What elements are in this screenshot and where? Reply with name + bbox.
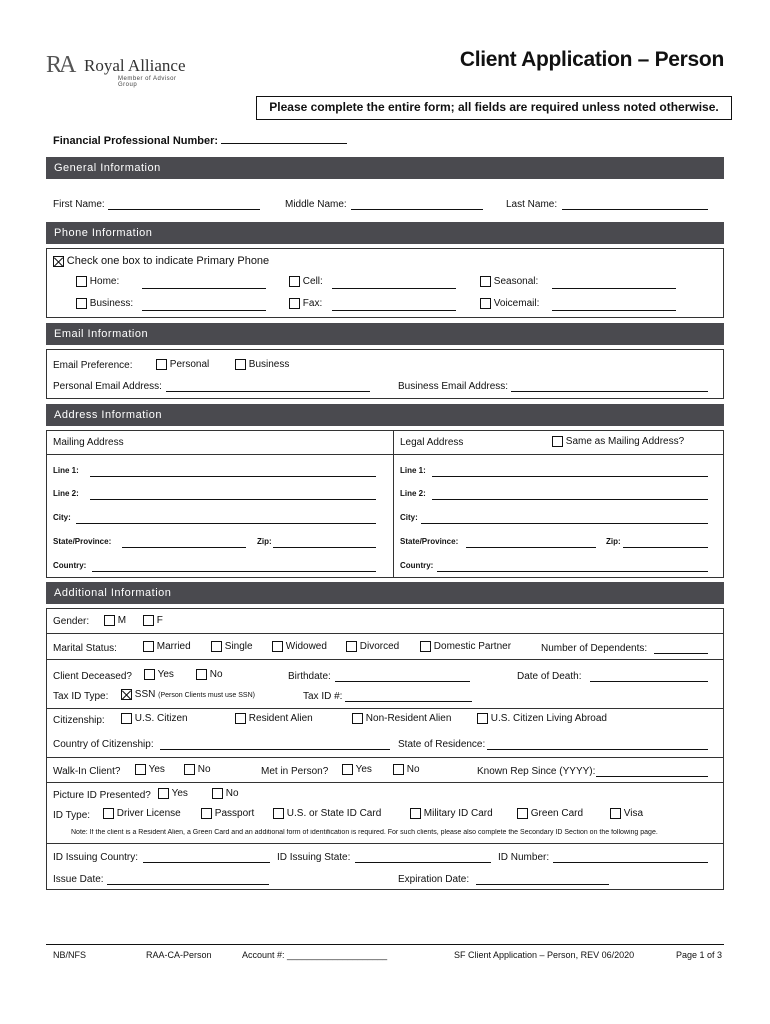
marital-label: Marital Status: [53, 643, 117, 654]
same-as-mailing-option [552, 436, 684, 447]
personal-email-label: Personal Email Address: [53, 381, 162, 392]
domestic-partner-checkbox[interactable] [420, 641, 431, 652]
additional-info-header: Additional Information [46, 582, 724, 604]
picture-yes-label: Yes [171, 788, 188, 800]
deceased-yes-option [144, 669, 174, 680]
business-phone-label: Business: [89, 298, 134, 310]
gender-f-option [143, 615, 163, 626]
ssn-note: (Person Clients must use SSN) [158, 692, 255, 700]
id-number-label: ID Number: [498, 852, 550, 863]
row-divider [46, 782, 724, 783]
state-id-label: U.S. or State ID Card [286, 808, 382, 820]
home-row [76, 276, 119, 287]
known-rep-field[interactable] [596, 767, 708, 777]
single-checkbox[interactable] [211, 641, 222, 652]
cell-row [289, 276, 323, 287]
first-name-field[interactable] [108, 200, 260, 210]
legal-state-label: State/Province: [400, 537, 459, 546]
email-info-header: Email Information [46, 323, 724, 345]
last-name-field[interactable] [562, 200, 708, 210]
last-name-label: Last Name: [506, 199, 558, 210]
met-no-option [393, 764, 420, 775]
green-card-checkbox[interactable] [517, 808, 528, 819]
resident-alien-label: Resident Alien [248, 713, 313, 725]
expiration-date-field[interactable] [476, 875, 609, 885]
seasonal-label: Seasonal: [493, 276, 539, 288]
resident-alien-note: Note: If the client is a Resident Alien, a Green Card and an additional form of identification is required. For such clients, please also complete the Secondary ID Section on the following page. [71, 829, 658, 836]
mailing-line2-field[interactable] [90, 490, 376, 500]
mailing-city-label: City: [53, 513, 71, 522]
general-info-header: General Information [46, 157, 724, 179]
state-id-checkbox[interactable] [273, 808, 284, 819]
known-rep-label: Known Rep Since (YYYY): [477, 766, 596, 777]
legal-line1-label: Line 1: [400, 466, 426, 475]
same-as-mailing-checkbox[interactable] [552, 436, 563, 447]
mailing-city-field[interactable] [76, 514, 376, 524]
legal-city-field[interactable] [421, 514, 708, 524]
divorced-checkbox[interactable] [346, 641, 357, 652]
driver-license-checkbox[interactable] [103, 808, 114, 819]
legal-line2-label: Line 2: [400, 489, 426, 498]
row-divider [46, 757, 724, 758]
divorced-label: Divorced [359, 641, 400, 653]
deceased-no-label: No [209, 669, 223, 681]
email-personal-checkbox[interactable] [156, 359, 167, 370]
email-personal-option [156, 359, 209, 370]
walkin-no-checkbox[interactable] [184, 764, 195, 775]
page-title: Client Application – Person [459, 48, 724, 71]
phone-info-header: Phone Information [46, 222, 724, 244]
living-abroad-option [477, 713, 607, 724]
first-name-label: First Name: [53, 199, 105, 210]
green-card-label: Green Card [530, 808, 584, 820]
business-phone-field[interactable] [142, 301, 266, 311]
mailing-state-field[interactable] [122, 538, 246, 548]
business-phone-checkbox[interactable] [76, 298, 87, 309]
fax-checkbox[interactable] [289, 298, 300, 309]
company-logo [46, 52, 186, 86]
single-label: Single [224, 641, 253, 653]
walkin-no-label: No [197, 764, 211, 776]
legal-zip-field[interactable] [623, 538, 708, 548]
personal-email-field[interactable] [166, 382, 370, 392]
met-no-checkbox[interactable] [393, 764, 404, 775]
death-date-label: Date of Death: [517, 671, 582, 682]
death-date-field[interactable] [590, 672, 708, 682]
mailing-state-label: State/Province: [53, 537, 112, 546]
deceased-yes-checkbox[interactable] [144, 669, 155, 680]
domestic-partner-option [420, 641, 511, 652]
row-divider [46, 659, 724, 660]
row-divider [46, 633, 724, 634]
home-checkbox[interactable] [76, 276, 87, 287]
home-label: Home: [89, 276, 120, 288]
taxid-type-label: Tax ID Type: [53, 691, 109, 702]
military-id-label: Military ID Card [423, 808, 493, 820]
us-citizen-option [121, 713, 188, 724]
married-checkbox[interactable] [143, 641, 154, 652]
met-label: Met in Person? [261, 766, 329, 777]
footer-account: Account #: ____________________ [242, 950, 388, 960]
fp-number-field[interactable] [221, 134, 347, 144]
military-id-option [410, 808, 493, 819]
passport-checkbox[interactable] [201, 808, 212, 819]
email-business-checkbox[interactable] [235, 359, 246, 370]
birthdate-label: Birthdate: [288, 671, 331, 682]
email-business-label: Business [248, 359, 290, 371]
fax-row [289, 298, 322, 309]
id-state-label: ID Issuing State: [277, 852, 351, 863]
seasonal-row [480, 276, 538, 287]
ssn-checkbox[interactable] [121, 689, 132, 700]
mailing-line2-label: Line 2: [53, 489, 79, 498]
legal-city-label: City: [400, 513, 418, 522]
deceased-no-checkbox[interactable] [196, 669, 207, 680]
fp-number-row [53, 134, 347, 147]
footer-page-number: Page 1 of 3 [676, 950, 723, 960]
taxid-field[interactable] [345, 692, 472, 702]
id-type-label: ID Type: [53, 810, 91, 821]
id-state-field[interactable] [355, 853, 491, 863]
military-id-checkbox[interactable] [410, 808, 421, 819]
birthdate-field[interactable] [335, 672, 470, 682]
gender-f-label: F [156, 615, 163, 627]
gender-m-checkbox[interactable] [104, 615, 115, 626]
voicemail-row [480, 298, 539, 309]
widowed-option [272, 641, 327, 652]
taxid-label: Tax ID #: [303, 691, 343, 702]
primary-phone-row [53, 255, 269, 267]
passport-label: Passport [214, 808, 255, 820]
same-as-mailing-label: Same as Mailing Address? [565, 436, 685, 448]
cell-checkbox[interactable] [289, 276, 300, 287]
issue-date-label: Issue Date: [53, 874, 104, 885]
met-yes-checkbox[interactable] [342, 764, 353, 775]
deceased-yes-label: Yes [157, 669, 174, 681]
logo-tagline: Member of Advisor Group [118, 76, 177, 88]
state-residence-field[interactable] [487, 740, 708, 750]
primary-phone-label: Check one box to indicate Primary Phone [66, 255, 270, 267]
id-country-field[interactable] [143, 853, 270, 863]
address-divider [46, 454, 724, 455]
expiration-date-label: Expiration Date: [398, 874, 470, 885]
email-business-option [235, 359, 289, 370]
ssn-label: SSN [134, 689, 156, 701]
id-number-field[interactable] [553, 853, 708, 863]
resident-alien-option [235, 713, 313, 724]
address-box [46, 430, 724, 578]
mailing-country-label: Country: [53, 561, 87, 570]
voicemail-label: Voicemail: [493, 298, 540, 310]
domestic-partner-label: Domestic Partner [433, 641, 512, 653]
legal-line1-field[interactable] [432, 467, 708, 477]
walkin-yes-option [135, 764, 165, 775]
visa-checkbox[interactable] [610, 808, 621, 819]
nonresident-checkbox[interactable] [352, 713, 363, 724]
citizenship-label: Citizenship: [53, 715, 105, 726]
country-citizenship-field[interactable] [160, 740, 390, 750]
married-option [143, 641, 191, 652]
picture-yes-checkbox[interactable] [158, 788, 169, 799]
fp-number-label: Financial Professional Number: [53, 135, 219, 147]
walkin-no-option [184, 764, 211, 775]
dependents-field[interactable] [654, 644, 708, 654]
form-notice: Please complete the entire form; all fields are required unless noted otherwise. [256, 96, 732, 120]
row-divider [46, 708, 724, 709]
us-citizen-checkbox[interactable] [121, 713, 132, 724]
legal-country-label: Country: [400, 561, 434, 570]
footer-rule [46, 944, 724, 945]
widowed-checkbox[interactable] [272, 641, 283, 652]
driver-license-option [103, 808, 181, 819]
footer-code: NB/NFS [53, 950, 87, 960]
picture-yes-option [158, 788, 188, 799]
gender-label: Gender: [53, 616, 90, 627]
walkin-yes-label: Yes [148, 764, 165, 776]
issue-date-field[interactable] [107, 875, 269, 885]
business-phone-row [76, 298, 133, 309]
address-info-header: Address Information [46, 404, 724, 426]
voicemail-field[interactable] [552, 301, 676, 311]
logo-mark: RA [46, 52, 74, 78]
legal-country-field[interactable] [437, 562, 708, 572]
single-option [211, 641, 253, 652]
business-email-field[interactable] [511, 382, 708, 392]
living-abroad-label: U.S. Citizen Living Abroad [490, 713, 607, 725]
visa-label: Visa [623, 808, 644, 820]
legal-state-field[interactable] [466, 538, 596, 548]
gender-m-label: M [117, 615, 127, 627]
nonresident-label: Non-Resident Alien [365, 713, 452, 725]
married-label: Married [156, 641, 191, 653]
divorced-option [346, 641, 399, 652]
nonresident-option [352, 713, 451, 724]
driver-license-label: Driver License [116, 808, 181, 820]
deceased-no-option [196, 669, 223, 680]
legal-address-label: Legal Address [400, 437, 464, 448]
id-country-label: ID Issuing Country: [53, 852, 139, 863]
legal-line2-field[interactable] [432, 490, 708, 500]
mailing-line1-field[interactable] [90, 467, 376, 477]
row-divider [46, 843, 724, 844]
mailing-line1-label: Line 1: [53, 466, 79, 475]
passport-option [201, 808, 254, 819]
walkin-label: Walk-In Client? [53, 766, 121, 777]
legal-zip-label: Zip: [606, 537, 621, 546]
mailing-address-label: Mailing Address [53, 437, 124, 448]
picture-id-label: Picture ID Presented? [53, 790, 151, 801]
walkin-yes-checkbox[interactable] [135, 764, 146, 775]
picture-no-option [212, 788, 239, 799]
logo-name: Royal Alliance [84, 56, 186, 75]
seasonal-checkbox[interactable] [480, 276, 491, 287]
voicemail-checkbox[interactable] [480, 298, 491, 309]
country-citizenship-label: Country of Citizenship: [53, 739, 154, 750]
business-email-label: Business Email Address: [398, 381, 509, 392]
dependents-label: Number of Dependents: [541, 643, 648, 654]
us-citizen-label: U.S. Citizen [134, 713, 188, 725]
living-abroad-checkbox[interactable] [477, 713, 488, 724]
middle-name-label: Middle Name: [285, 199, 347, 210]
cell-phone-field[interactable] [332, 279, 456, 289]
green-card-option [517, 808, 583, 819]
seasonal-phone-field[interactable] [552, 279, 676, 289]
address-column-divider [393, 430, 394, 578]
primary-phone-checkbox[interactable] [53, 256, 64, 267]
picture-no-checkbox[interactable] [212, 788, 223, 799]
deceased-label: Client Deceased? [53, 671, 132, 682]
ssn-option [121, 689, 255, 700]
middle-name-field[interactable] [351, 200, 483, 210]
mailing-zip-label: Zip: [257, 537, 272, 546]
gender-f-checkbox[interactable] [143, 615, 154, 626]
home-phone-field[interactable] [142, 279, 266, 289]
footer-revision: SF Client Application – Person, REV 06/2020 [454, 950, 635, 960]
gender-m-option [104, 615, 126, 626]
state-id-option [273, 808, 381, 819]
email-pref-label: Email Preference: [53, 360, 133, 371]
met-yes-label: Yes [355, 764, 372, 776]
mailing-zip-field[interactable] [273, 538, 376, 548]
picture-no-label: No [225, 788, 239, 800]
met-no-label: No [406, 764, 420, 776]
mailing-country-field[interactable] [92, 562, 376, 572]
cell-label: Cell: [302, 276, 323, 288]
widowed-label: Widowed [285, 641, 327, 653]
resident-alien-checkbox[interactable] [235, 713, 246, 724]
state-residence-label: State of Residence: [398, 739, 486, 750]
fax-field[interactable] [332, 301, 456, 311]
footer-form-id: RAA-CA-Person [146, 950, 212, 960]
fax-label: Fax: [302, 298, 323, 310]
met-yes-option [342, 764, 372, 775]
visa-option [610, 808, 643, 819]
email-personal-label: Personal [169, 359, 210, 371]
